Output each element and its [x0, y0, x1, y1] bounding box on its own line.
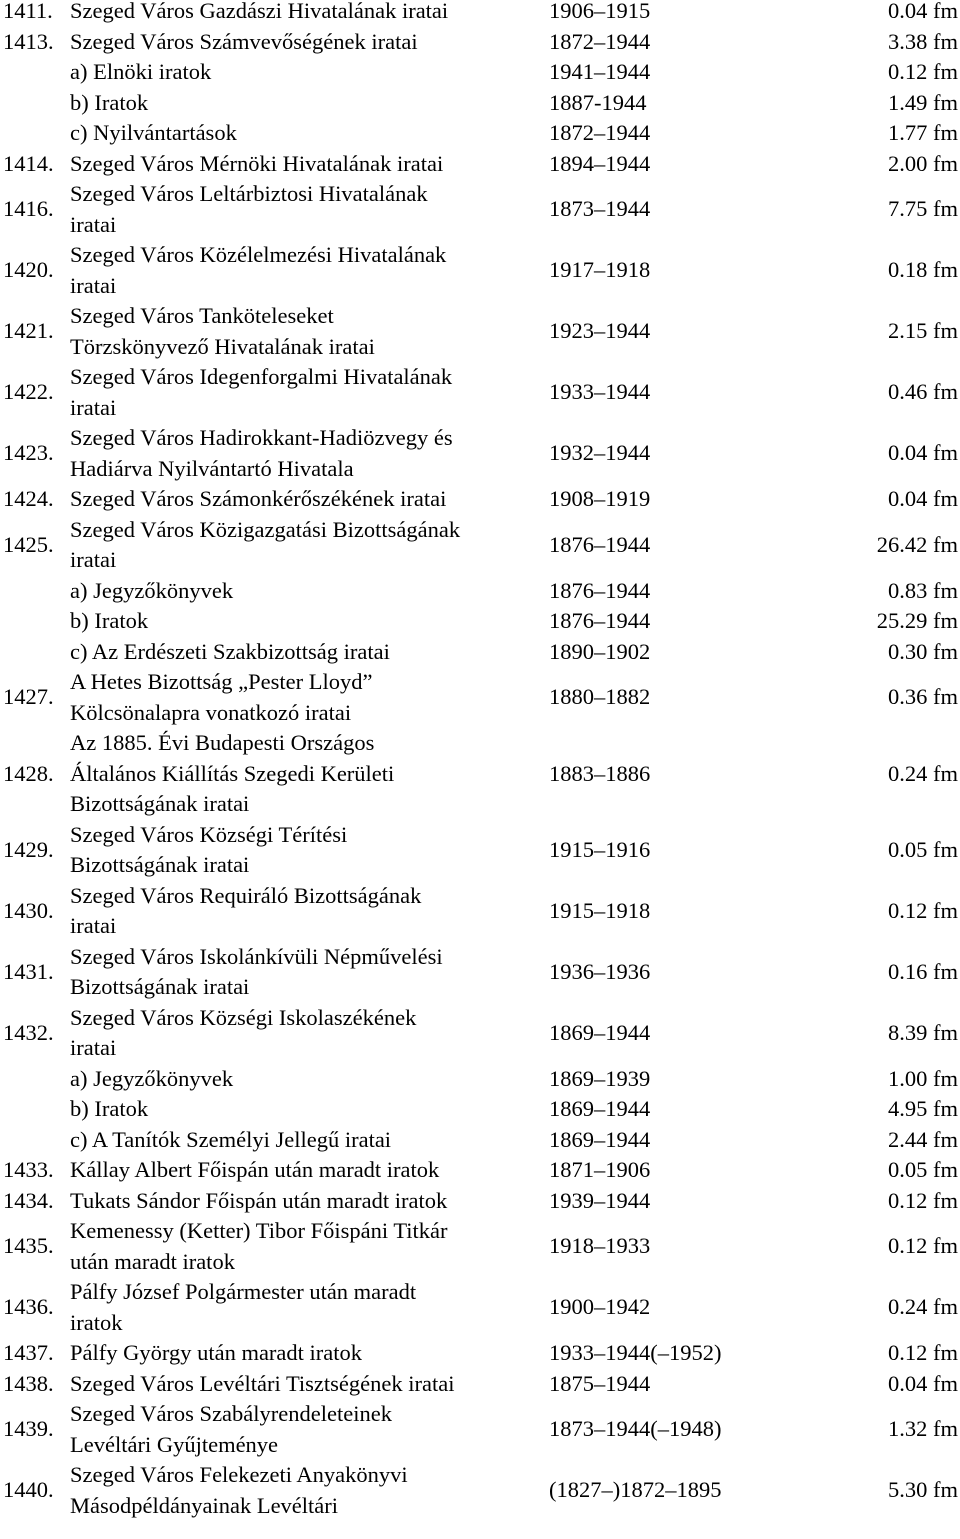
fonds-extent: 0.12 fm — [888, 897, 958, 923]
fonds-years: 1873–1944(–1948) — [549, 1416, 722, 1442]
fonds-title-line: c) Nyilvántartások — [70, 120, 237, 145]
fonds-years: 1941–1944 — [549, 59, 651, 84]
fonds-title — [70, 942, 549, 1003]
fonds-extent: 0.46 fm — [888, 379, 958, 405]
fonds-number: 1411. — [3, 0, 53, 23]
fonds-title-line: Szeged Város Közélelmezési Hivatalának — [70, 242, 447, 267]
fonds-title — [70, 1186, 549, 1217]
fonds-title — [70, 1338, 549, 1369]
fonds-title-line: Szeged Város Mérnöki Hivatalának iratai — [70, 150, 444, 176]
fonds-title — [70, 118, 549, 149]
fonds-extent: 0.05 fm — [888, 1157, 958, 1182]
fonds-number: 1425. — [3, 531, 54, 557]
fonds-title — [70, 1125, 549, 1156]
list-item — [0, 27, 960, 58]
fonds-title-line: iratai — [70, 547, 117, 572]
fonds-number: 1422. — [3, 379, 54, 405]
fonds-title — [70, 0, 549, 27]
fonds-title — [70, 820, 549, 881]
fonds-extent: 25.29 fm — [876, 608, 958, 633]
fonds-extent: 0.04 fm — [888, 440, 958, 466]
fonds-title-line: iratai — [70, 1035, 117, 1060]
fonds-extent: 0.24 fm — [888, 760, 958, 786]
fonds-title-line: a) Jegyzőkönyvek — [70, 577, 234, 603]
fonds-number: 1427. — [3, 684, 54, 710]
fonds-title — [70, 1460, 549, 1521]
fonds-title-line: Pálfy György után maradt iratok — [70, 1340, 363, 1365]
fonds-number: 1438. — [3, 1370, 54, 1396]
fonds-years: 1906–1915 — [549, 0, 651, 23]
fonds-extent: 26.42 fm — [876, 531, 958, 557]
fonds-number: 1437. — [3, 1340, 54, 1365]
fonds-title — [70, 27, 549, 58]
fonds-years: 1880–1882 — [549, 684, 651, 710]
fonds-years: 1915–1918 — [549, 897, 651, 923]
list-item — [0, 423, 960, 484]
fonds-title — [70, 881, 549, 942]
fonds-title — [70, 637, 549, 668]
fonds-extent: 0.30 fm — [888, 638, 958, 664]
list-item — [0, 637, 960, 668]
fonds-title-line: Szeged Város Szabályrendeleteinek — [70, 1401, 392, 1426]
fonds-years: 1872–1944 — [549, 28, 651, 54]
fonds-extent: 0.04 fm — [888, 0, 958, 23]
fonds-years: 1908–1919 — [549, 486, 651, 511]
fonds-title — [70, 1369, 549, 1400]
fonds-number: 1440. — [3, 1477, 54, 1503]
fonds-title — [70, 362, 549, 423]
fonds-years: 1923–1944 — [549, 318, 651, 344]
fonds-years: 1936–1936 — [549, 958, 651, 984]
fonds-years: 1939–1944 — [549, 1187, 651, 1213]
fonds-extent: 2.44 fm — [888, 1126, 958, 1152]
list-item — [0, 1155, 960, 1186]
fonds-years: 1876–1944 — [549, 531, 651, 557]
fonds-years: 1890–1902 — [549, 638, 651, 664]
fonds-title-line: után maradt iratok — [70, 1248, 235, 1274]
fonds-number: 1413. — [3, 28, 54, 54]
fonds-extent: 0.83 fm — [888, 577, 958, 603]
fonds-years: 1915–1916 — [549, 836, 651, 862]
list-item — [0, 606, 960, 637]
fonds-extent: 0.18 fm — [888, 257, 958, 283]
fonds-extent: 0.16 fm — [888, 958, 958, 984]
fonds-title-line: b) Iratok — [70, 608, 149, 633]
fonds-title-line: Szeged Város Idegenforgalmi Hivatalának — [70, 364, 453, 389]
list-item — [0, 118, 960, 149]
fonds-years: 1869–1939 — [549, 1065, 651, 1091]
list-item — [0, 362, 960, 423]
fonds-title — [70, 606, 549, 637]
list-item — [0, 728, 960, 820]
fonds-extent: 3.38 fm — [888, 28, 958, 54]
fonds-title-line: iratai — [70, 913, 117, 938]
list-item — [0, 667, 960, 728]
fonds-title-line: iratai — [70, 394, 117, 420]
fonds-years: 1883–1886 — [549, 760, 651, 786]
fonds-title-line: Az 1885. Évi Budapesti Országos — [70, 730, 375, 755]
fonds-title — [70, 576, 549, 607]
fonds-title-line: b) Iratok — [70, 1096, 149, 1121]
fonds-title-line: Szeged Város Iskolánkívüli Népművelési — [70, 943, 443, 969]
fonds-extent: 2.15 fm — [888, 318, 958, 344]
fonds-title — [70, 1064, 549, 1095]
fonds-extent: 0.12 fm — [888, 1340, 958, 1365]
fonds-title — [70, 179, 549, 240]
fonds-title-line: Kemenessy (Ketter) Tibor Főispáni Titkár — [70, 1218, 448, 1243]
fonds-title-line: Bizottságának iratai — [70, 852, 250, 877]
fonds-title-line: Szeged Város Számonkérőszékének iratai — [70, 486, 447, 511]
fonds-extent: 0.04 fm — [888, 486, 958, 511]
fonds-title — [70, 484, 549, 515]
fonds-number: 1430. — [3, 897, 54, 923]
fonds-number: 1439. — [3, 1416, 54, 1442]
fonds-title — [70, 149, 549, 180]
fonds-number: 1428. — [3, 760, 54, 786]
fonds-title-line: iratai — [70, 211, 117, 237]
fonds-years: 1871–1906 — [549, 1157, 651, 1182]
list-item — [0, 1338, 960, 1369]
fonds-title-line: c) Az Erdészeti Szakbizottság iratai — [70, 638, 390, 664]
fonds-years: 1918–1933 — [549, 1233, 651, 1259]
list-item — [0, 57, 960, 88]
fonds-number: 1423. — [3, 440, 54, 466]
fonds-extent: 0.36 fm — [888, 684, 958, 710]
fonds-title — [70, 1094, 549, 1125]
fonds-years: 1872–1944 — [549, 120, 651, 145]
fonds-title-line: Szeged Város Requiráló Bizottságának — [70, 882, 422, 908]
fonds-number: 1434. — [3, 1187, 54, 1213]
list-item — [0, 149, 960, 180]
fonds-years: (1827–)1872–1895 — [549, 1477, 722, 1503]
fonds-title-line: Kállay Albert Főispán után maradt iratok — [70, 1157, 440, 1182]
fonds-years: 1876–1944 — [549, 608, 651, 633]
fonds-number: 1416. — [3, 196, 54, 222]
fonds-years: 1887-1944 — [549, 89, 647, 115]
list-item — [0, 1399, 960, 1460]
list-item — [0, 942, 960, 1003]
fonds-number: 1433. — [3, 1157, 54, 1182]
fonds-title-line: Szeged Város Felekezeti Anyakönyvi — [70, 1462, 408, 1487]
list-item — [0, 301, 960, 362]
list-item — [0, 1186, 960, 1217]
fonds-title — [70, 728, 549, 820]
fonds-number: 1432. — [3, 1019, 54, 1045]
fonds-title — [70, 1277, 549, 1338]
list-item — [0, 1277, 960, 1338]
fonds-extent: 1.32 fm — [888, 1416, 958, 1442]
fonds-title-line: iratok — [70, 1309, 123, 1335]
fonds-number: 1429. — [3, 836, 54, 862]
fonds-extent: 0.12 fm — [888, 1233, 958, 1259]
fonds-title-line: Másodpéldányainak Levéltári — [70, 1492, 339, 1518]
fonds-title-line: c) A Tanítók Személyi Jellegű iratai — [70, 1126, 392, 1152]
fonds-title-line: Bizottságának iratai — [70, 791, 250, 816]
fonds-title-line: A Hetes Bizottság „Pester Lloyd” — [70, 669, 373, 694]
fonds-years: 1917–1918 — [549, 257, 651, 283]
fonds-extent: 1.00 fm — [888, 1065, 958, 1091]
fonds-title-line: iratai — [70, 272, 117, 298]
fonds-number: 1421. — [3, 318, 54, 344]
fonds-extent: 0.12 fm — [888, 59, 958, 84]
fonds-extent: 7.75 fm — [888, 196, 958, 222]
fonds-extent: 0.24 fm — [888, 1294, 958, 1320]
list-item — [0, 820, 960, 881]
fonds-title — [70, 1003, 549, 1064]
fonds-number: 1431. — [3, 958, 54, 984]
list-item — [0, 484, 960, 515]
list-item — [0, 576, 960, 607]
fonds-title-line: Szeged Város Levéltári Tisztségének iratai — [70, 1370, 455, 1396]
fonds-extent: 0.04 fm — [888, 1370, 958, 1396]
fonds-title — [70, 1155, 549, 1186]
fonds-title-line: a) Jegyzőkönyvek — [70, 1065, 234, 1091]
fonds-title-line: Szeged Város Számvevőségének iratai — [70, 28, 418, 54]
fonds-extent: 5.30 fm — [888, 1477, 958, 1503]
list-item — [0, 881, 960, 942]
fonds-title-line: Bizottságának iratai — [70, 974, 250, 999]
fonds-years: 1933–1944 — [549, 379, 651, 405]
fonds-extent: 1.49 fm — [888, 89, 958, 115]
fonds-title-line: Szeged Város Közigazgatási Bizottságának — [70, 516, 461, 542]
fonds-title — [70, 301, 549, 362]
fonds-title — [70, 1216, 549, 1277]
list-item — [0, 0, 960, 27]
fonds-title-line: Kölcsönalapra vonatkozó iratai — [70, 699, 352, 725]
fonds-title-line: a) Elnöki iratok — [70, 59, 212, 84]
fonds-years: 1933–1944(–1952) — [549, 1340, 722, 1365]
fonds-extent: 1.77 fm — [888, 120, 958, 145]
fonds-title — [70, 423, 549, 484]
fonds-title-line: Szeged Város Gazdászi Hivatalának iratai — [70, 0, 449, 23]
fonds-title — [70, 1399, 549, 1460]
fonds-number: 1420. — [3, 257, 54, 283]
fonds-title — [70, 240, 549, 301]
list-item — [0, 1369, 960, 1400]
fonds-title-line: Pálfy József Polgármester után maradt — [70, 1279, 417, 1304]
list-item — [0, 1125, 960, 1156]
fonds-extent: 8.39 fm — [888, 1019, 958, 1045]
fonds-years: 1876–1944 — [549, 577, 651, 603]
fonds-title-line: Hadiárva Nyilvántartó Hivatala — [70, 455, 354, 481]
fonds-years: 1894–1944 — [549, 150, 651, 176]
fonds-title — [70, 515, 549, 576]
fonds-extent: 4.95 fm — [888, 1096, 958, 1121]
list-item — [0, 1094, 960, 1125]
fonds-extent: 2.00 fm — [888, 150, 958, 176]
fonds-title-line: Szeged Város Községi Térítési — [70, 821, 348, 847]
fonds-title-line: Tukats Sándor Főispán után maradt iratok — [70, 1187, 448, 1213]
fonds-title-line: Szeged Város Hadirokkant-Hadiözvegy és — [70, 425, 453, 450]
list-item — [0, 515, 960, 576]
fonds-title — [70, 667, 549, 728]
fonds-years: 1869–1944 — [549, 1096, 651, 1121]
fonds-title-line: Általános Kiállítás Szegedi Kerületi — [70, 760, 395, 786]
fonds-title-line: Szeged Város Községi Iskolaszékének — [70, 1004, 417, 1030]
fonds-years: 1900–1942 — [549, 1294, 651, 1320]
fonds-title-line: b) Iratok — [70, 89, 149, 115]
list-item — [0, 1216, 960, 1277]
fonds-years: 1869–1944 — [549, 1126, 651, 1152]
list-item — [0, 179, 960, 240]
list-item — [0, 88, 960, 119]
list-item — [0, 1460, 960, 1521]
fonds-title — [70, 88, 549, 119]
fonds-number: 1414. — [3, 150, 54, 176]
fonds-extent: 0.12 fm — [888, 1187, 958, 1213]
fonds-title-line: Szeged Város Tanköteleseket — [70, 303, 334, 328]
fonds-years: 1875–1944 — [549, 1370, 651, 1396]
fonds-years: 1873–1944 — [549, 196, 651, 222]
fonds-number: 1436. — [3, 1294, 54, 1320]
fonds-extent: 0.05 fm — [888, 836, 958, 862]
fonds-title — [70, 57, 549, 88]
fonds-title-line: Levéltári Gyűjteménye — [70, 1431, 279, 1457]
list-item — [0, 240, 960, 301]
fonds-years: 1869–1944 — [549, 1019, 651, 1045]
fonds-title-line: Törzskönyvező Hivatalának iratai — [70, 333, 375, 359]
fonds-title-line: Szeged Város Leltárbiztosi Hivatalának — [70, 181, 428, 206]
list-item — [0, 1003, 960, 1064]
fonds-number: 1424. — [3, 486, 54, 511]
list-item — [0, 1064, 960, 1095]
fonds-number: 1435. — [3, 1233, 54, 1259]
fonds-years: 1932–1944 — [549, 440, 651, 466]
